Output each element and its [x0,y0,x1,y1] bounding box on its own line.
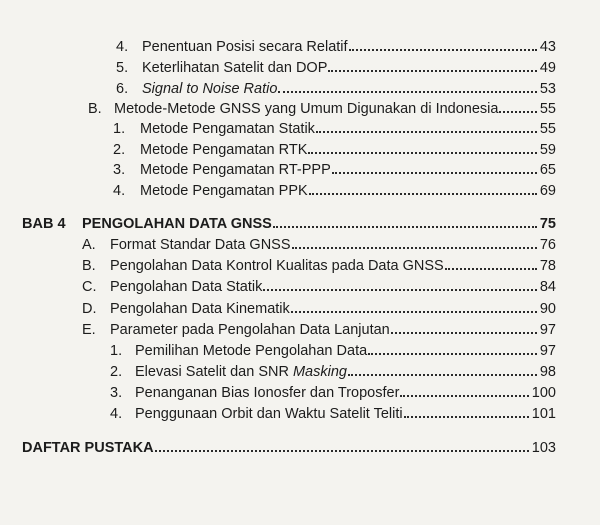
toc-chapter-entry [22,214,556,233]
entry-title: Metode Pengamatan RT-PPP [140,162,331,178]
entry-page: 49 [539,60,556,76]
toc-entry [116,58,556,77]
chapter-page: 75 [539,216,556,232]
entry-number: A. [82,237,96,253]
toc-entry [82,320,556,339]
entry-title: Pengolahan Data Kinematik [110,301,290,317]
dot-leader [308,140,536,154]
entry-title: Metode Pengamatan PPK [140,183,308,199]
entry-page: 84 [539,279,556,295]
entry-number: 2. [110,364,123,380]
entry-page: 97 [539,322,556,338]
entry-title: Penanganan Bias Ionosfer dan Troposfer [135,385,400,401]
entry-title: Metode-Metode GNSS yang Umum Digunakan di Indonesia [114,101,499,117]
entry-page: 100 [531,385,556,401]
entry-number: 1. [110,343,123,359]
entry-page: 97 [539,343,556,359]
entry-title: Metode Pengamatan Statik [140,121,315,137]
toc-entry [82,256,556,275]
dot-leader [499,99,536,113]
entry-number: D. [82,301,97,317]
toc-entry [113,160,556,179]
entry-number: 5. [116,60,129,76]
dot-leader [309,181,537,195]
entry-number: 1. [113,121,126,137]
dot-leader [348,362,537,376]
entry-number: B. [88,101,102,117]
entry-title: Pengolahan Data Kontrol Kualitas pada Data GNSS [110,258,444,274]
entry-title-text: Elevasi Satelit dan SNR [135,364,293,380]
dot-leader [316,119,537,133]
dot-leader [155,438,529,452]
entry-page: 55 [539,121,556,137]
toc-entry [88,99,556,118]
toc-entry [116,79,556,98]
entry-title: Keterlihatan Satelit dan DOP [142,60,328,76]
entry-page: 53 [539,81,556,97]
toc-entry [116,37,556,56]
entry-title: Penentuan Posisi secara Relatif [142,39,348,55]
dot-leader [391,320,537,334]
dot-leader [292,235,537,249]
entry-title: Metode Pengamatan RTK [140,142,308,158]
dot-leader [404,404,529,418]
entry-title: Parameter pada Pengolahan Data Lanjutan [110,322,390,338]
entry-page: 101 [531,406,556,422]
dot-leader [368,341,537,355]
dot-leader [349,37,537,51]
bibliography-page: 103 [531,440,556,456]
toc-entry [82,235,556,254]
entry-number: 3. [110,385,123,401]
dot-leader [328,58,536,72]
entry-number: 6. [116,81,129,97]
dot-leader [445,256,537,270]
toc-entry [110,341,556,360]
dot-leader [332,160,537,174]
entry-page: 65 [539,162,556,178]
entry-page: 98 [539,364,556,380]
dot-leader [291,299,537,313]
entry-title: Pengolahan Data Statik [110,279,263,295]
entry-title: Format Standar Data GNSS [110,237,291,253]
entry-number: 2. [113,142,126,158]
toc-bibliography-entry [22,438,556,457]
entry-title: Penggunaan Orbit dan Waktu Satelit Teliti [135,406,403,422]
entry-number: B. [82,258,96,274]
bibliography-title: DAFTAR PUSTAKA [22,440,154,456]
entry-title: Signal to Noise Ratio [142,81,278,97]
toc-entry [113,119,556,138]
entry-number: 4. [110,406,123,422]
dot-leader [263,277,537,291]
toc-entry [113,140,556,159]
entry-number: 4. [113,183,126,199]
entry-page: 78 [539,258,556,274]
toc-entry [113,181,556,200]
dot-leader [400,383,528,397]
toc-entry [82,299,556,318]
entry-page: 69 [539,183,556,199]
entry-number: 4. [116,39,129,55]
entry-page: 76 [539,237,556,253]
toc-entry [110,383,556,402]
dot-leader [278,79,536,93]
chapter-title: PENGOLAHAN DATA GNSS [82,216,272,232]
entry-number: C. [82,279,97,295]
entry-number: E. [82,322,96,338]
entry-page: 90 [539,301,556,317]
toc-entry [82,277,556,296]
dot-leader [273,214,537,228]
entry-page: 55 [539,101,556,117]
entry-title [135,363,347,381]
entry-title-italic: Masking [292,364,347,380]
entry-number: 3. [113,162,126,178]
entry-title: Pemilihan Metode Pengolahan Data [135,343,368,359]
toc-entry [110,404,556,423]
entry-page: 59 [539,142,556,158]
toc-entry [110,362,556,381]
entry-page: 43 [539,39,556,55]
chapter-number: BAB 4 [22,216,66,232]
